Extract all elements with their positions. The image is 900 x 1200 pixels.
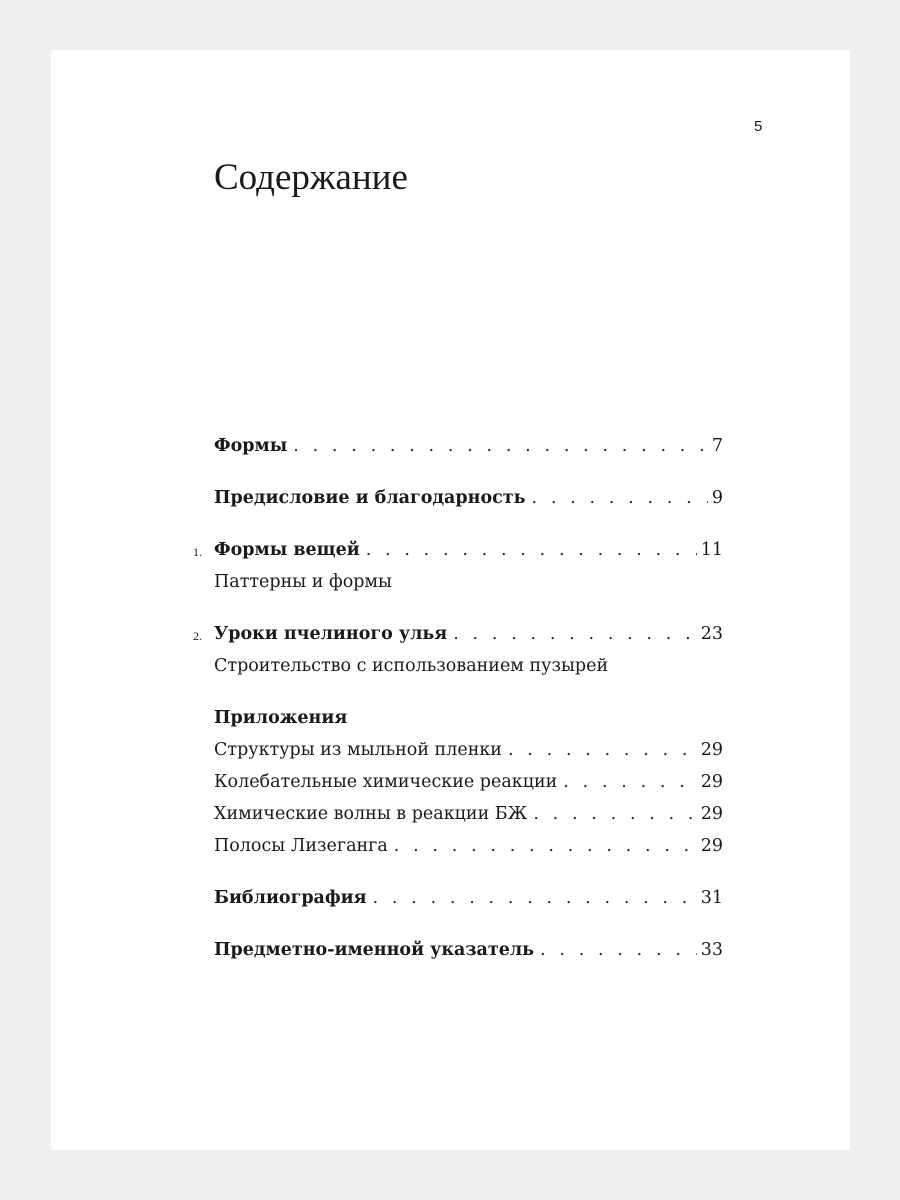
dot-leader	[540, 934, 697, 966]
toc-entry-page: 33	[700, 940, 723, 960]
toc-entry-appendix[interactable]	[214, 766, 723, 798]
toc-entry-label: Уроки пчелиного улья	[214, 624, 448, 644]
toc-entry-page: 23	[700, 624, 723, 644]
toc-entry-label: Химические волны в реакции БЖ	[214, 804, 528, 824]
page-title: Содержание	[214, 157, 408, 198]
dot-leader	[366, 534, 697, 566]
dot-leader	[533, 798, 696, 830]
toc-entry-label: Предметно-именной указатель	[214, 940, 535, 960]
toc-entry-page: 29	[700, 804, 723, 824]
toc-entry-preface[interactable]	[214, 482, 723, 514]
toc-entry-page: 7	[711, 436, 723, 456]
dot-leader	[394, 830, 697, 862]
dot-leader	[563, 766, 696, 798]
dot-leader	[293, 430, 708, 462]
toc-entry-page: 11	[700, 540, 723, 560]
dot-leader	[508, 734, 697, 766]
chapter-number: 2.	[193, 629, 202, 643]
chapter-subtitle: Строительство с использованием пузырей	[214, 656, 609, 676]
page-number: 5	[754, 118, 763, 135]
toc-entry-bibliography[interactable]	[214, 882, 723, 914]
toc-entry-appendix[interactable]	[214, 798, 723, 830]
toc-entry-label: Предисловие и благодарность	[214, 488, 526, 508]
book-page	[51, 50, 850, 1150]
toc-entry-label: Формы	[214, 436, 288, 456]
toc-entry-label: Колебательные химические реакции	[214, 772, 558, 792]
dot-leader	[373, 882, 697, 914]
dot-leader	[453, 618, 697, 650]
appendices-heading: Приложения	[214, 708, 348, 728]
toc-entry-chapter-2[interactable]	[193, 618, 723, 650]
toc-entry-page: 29	[700, 772, 723, 792]
toc-entry-page: 31	[700, 888, 723, 908]
toc-entry-label: Формы вещей	[214, 540, 360, 560]
toc-entry-page: 29	[700, 836, 723, 856]
toc-entry-index[interactable]	[214, 934, 723, 966]
dot-leader	[532, 482, 708, 514]
chapter-number: 1.	[193, 545, 202, 559]
toc-entry-label: Библиография	[214, 888, 367, 908]
toc-entry-label: Полосы Лизеганга	[214, 836, 388, 856]
toc-entry-forms[interactable]	[214, 430, 723, 462]
toc-entry-label: Структуры из мыльной пленки	[214, 740, 502, 760]
toc-entry-page: 29	[700, 740, 723, 760]
toc-entry-appendix[interactable]	[214, 830, 723, 862]
toc-entry-page: 9	[711, 488, 723, 508]
chapter-subtitle: Паттерны и формы	[214, 572, 392, 592]
toc-entry-chapter-1[interactable]	[193, 534, 723, 566]
table-of-contents	[193, 430, 723, 966]
toc-entry-appendix[interactable]	[214, 734, 723, 766]
